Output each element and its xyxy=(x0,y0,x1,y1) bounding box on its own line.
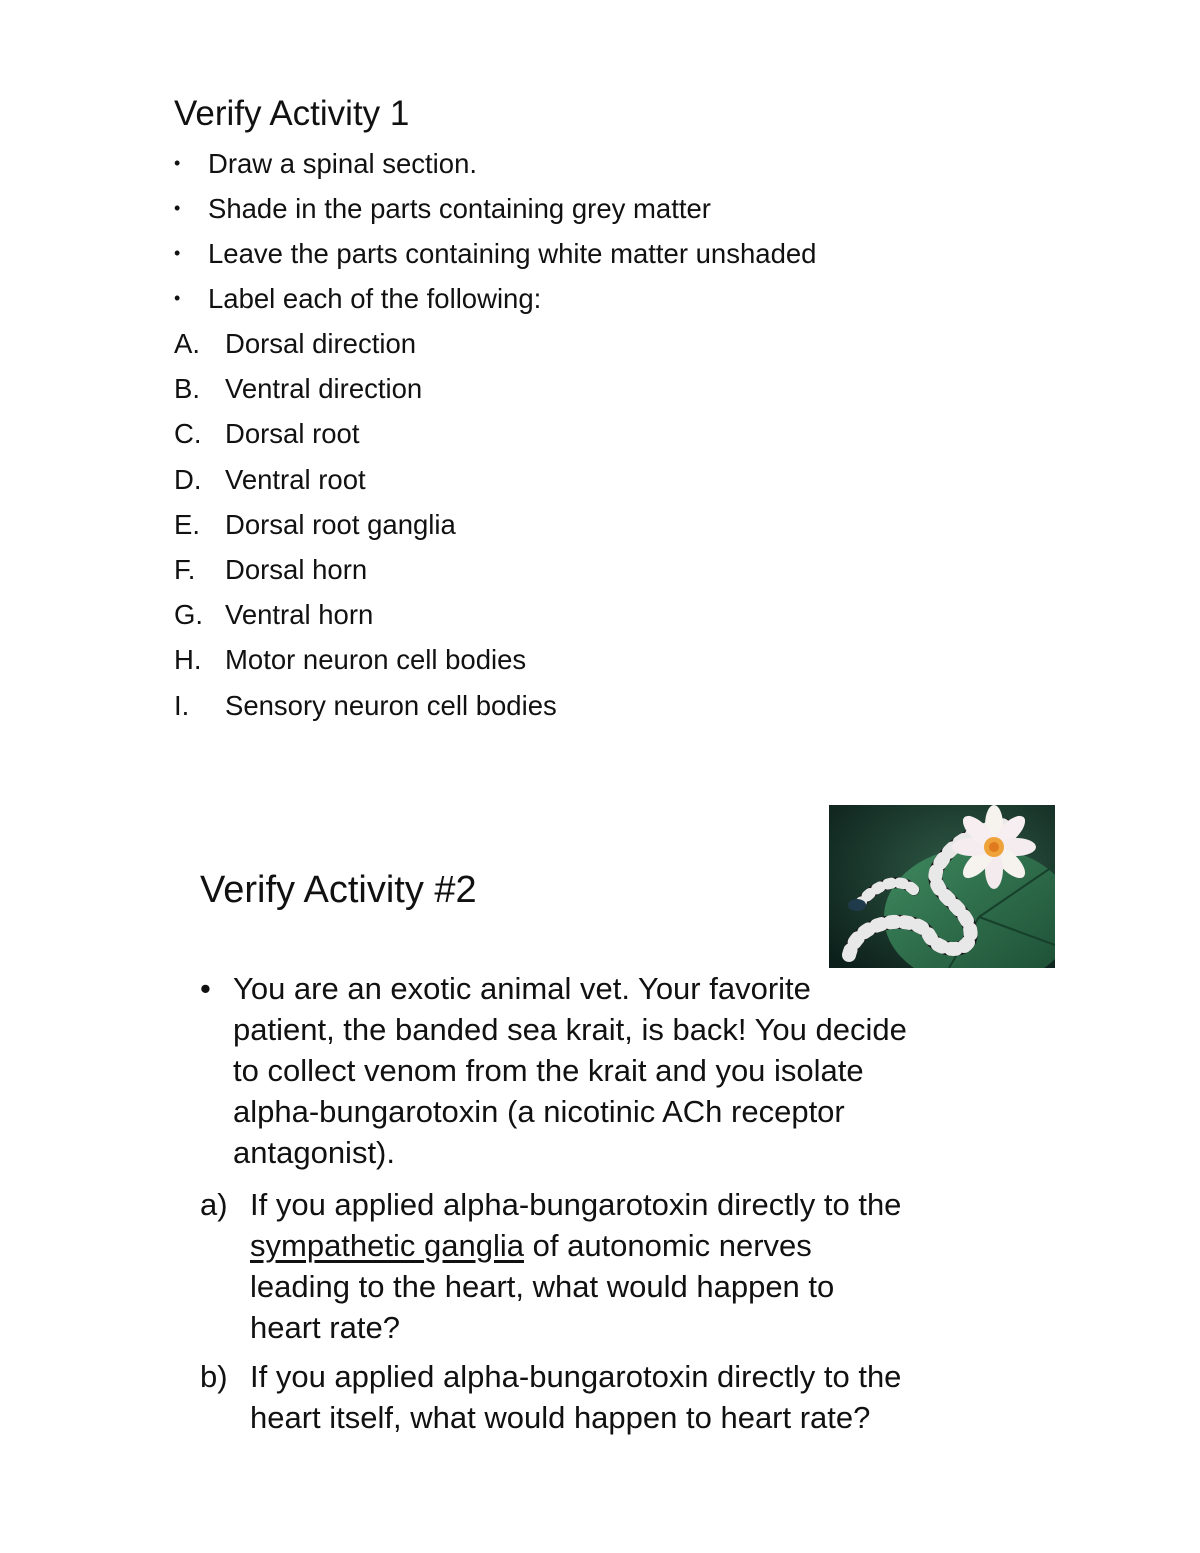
label-text: Dorsal root ganglia xyxy=(225,509,456,540)
bullet-marker: • xyxy=(174,153,181,173)
label-text: Ventral direction xyxy=(225,373,423,404)
question-line-rest: of autonomic nerves xyxy=(524,1228,812,1263)
label-text: Dorsal root xyxy=(225,418,360,449)
question-line: heart itself, what would happen to heart rate? xyxy=(250,1400,871,1435)
underlined-term: sympathetic ganglia xyxy=(250,1228,524,1263)
bullet-text: Label each of the following: xyxy=(208,283,542,314)
label-marker: E. xyxy=(174,509,200,540)
label-marker: G. xyxy=(174,599,204,630)
label-text: Dorsal horn xyxy=(225,554,368,585)
bullet-text: Leave the parts containing white matter unshaded xyxy=(208,238,817,269)
activity2-title: Verify Activity #2 xyxy=(200,869,477,911)
label-marker: H. xyxy=(174,644,202,675)
label-text: Motor neuron cell bodies xyxy=(225,644,527,675)
question-line: If you applied alpha-bungarotoxin directly to the xyxy=(250,1187,902,1222)
label-marker: I. xyxy=(174,690,190,721)
activity1-title: Verify Activity 1 xyxy=(174,94,410,133)
bullet-marker: • xyxy=(200,971,211,1006)
label-marker: D. xyxy=(174,464,202,495)
bullet-marker: • xyxy=(174,243,181,263)
question-line: If you applied alpha-bungarotoxin directly to the xyxy=(250,1359,902,1394)
scenario-line: to collect venom from the krait and you isolate xyxy=(233,1053,864,1088)
label-text: Ventral horn xyxy=(225,599,374,630)
question-line: leading to the heart, what would happen to xyxy=(250,1269,835,1304)
question-marker: b) xyxy=(200,1359,228,1394)
label-text: Dorsal direction xyxy=(225,328,417,359)
label-marker: C. xyxy=(174,418,202,449)
scenario-line: patient, the banded sea krait, is back! You decide xyxy=(233,1012,907,1047)
bullet-marker: • xyxy=(174,288,181,308)
scenario-line: You are an exotic animal vet. Your favorite xyxy=(233,971,811,1006)
bullet-marker: • xyxy=(174,198,181,218)
question-marker: a) xyxy=(200,1187,228,1222)
question-line xyxy=(250,1225,1050,1266)
label-text: Sensory neuron cell bodies xyxy=(225,690,557,721)
label-marker: F. xyxy=(174,554,196,585)
label-text: Ventral root xyxy=(225,464,366,495)
label-marker: B. xyxy=(174,373,200,404)
scenario-line: antagonist). xyxy=(233,1135,395,1170)
scenario-line: alpha-bungarotoxin (a nicotinic ACh receptor xyxy=(233,1094,845,1129)
bullet-text: Shade in the parts containing grey matter xyxy=(208,193,711,224)
sea-krait-photo xyxy=(829,805,1055,968)
label-marker: A. xyxy=(174,328,200,359)
bullet-text: Draw a spinal section. xyxy=(208,148,478,179)
question-line: heart rate? xyxy=(250,1310,400,1345)
